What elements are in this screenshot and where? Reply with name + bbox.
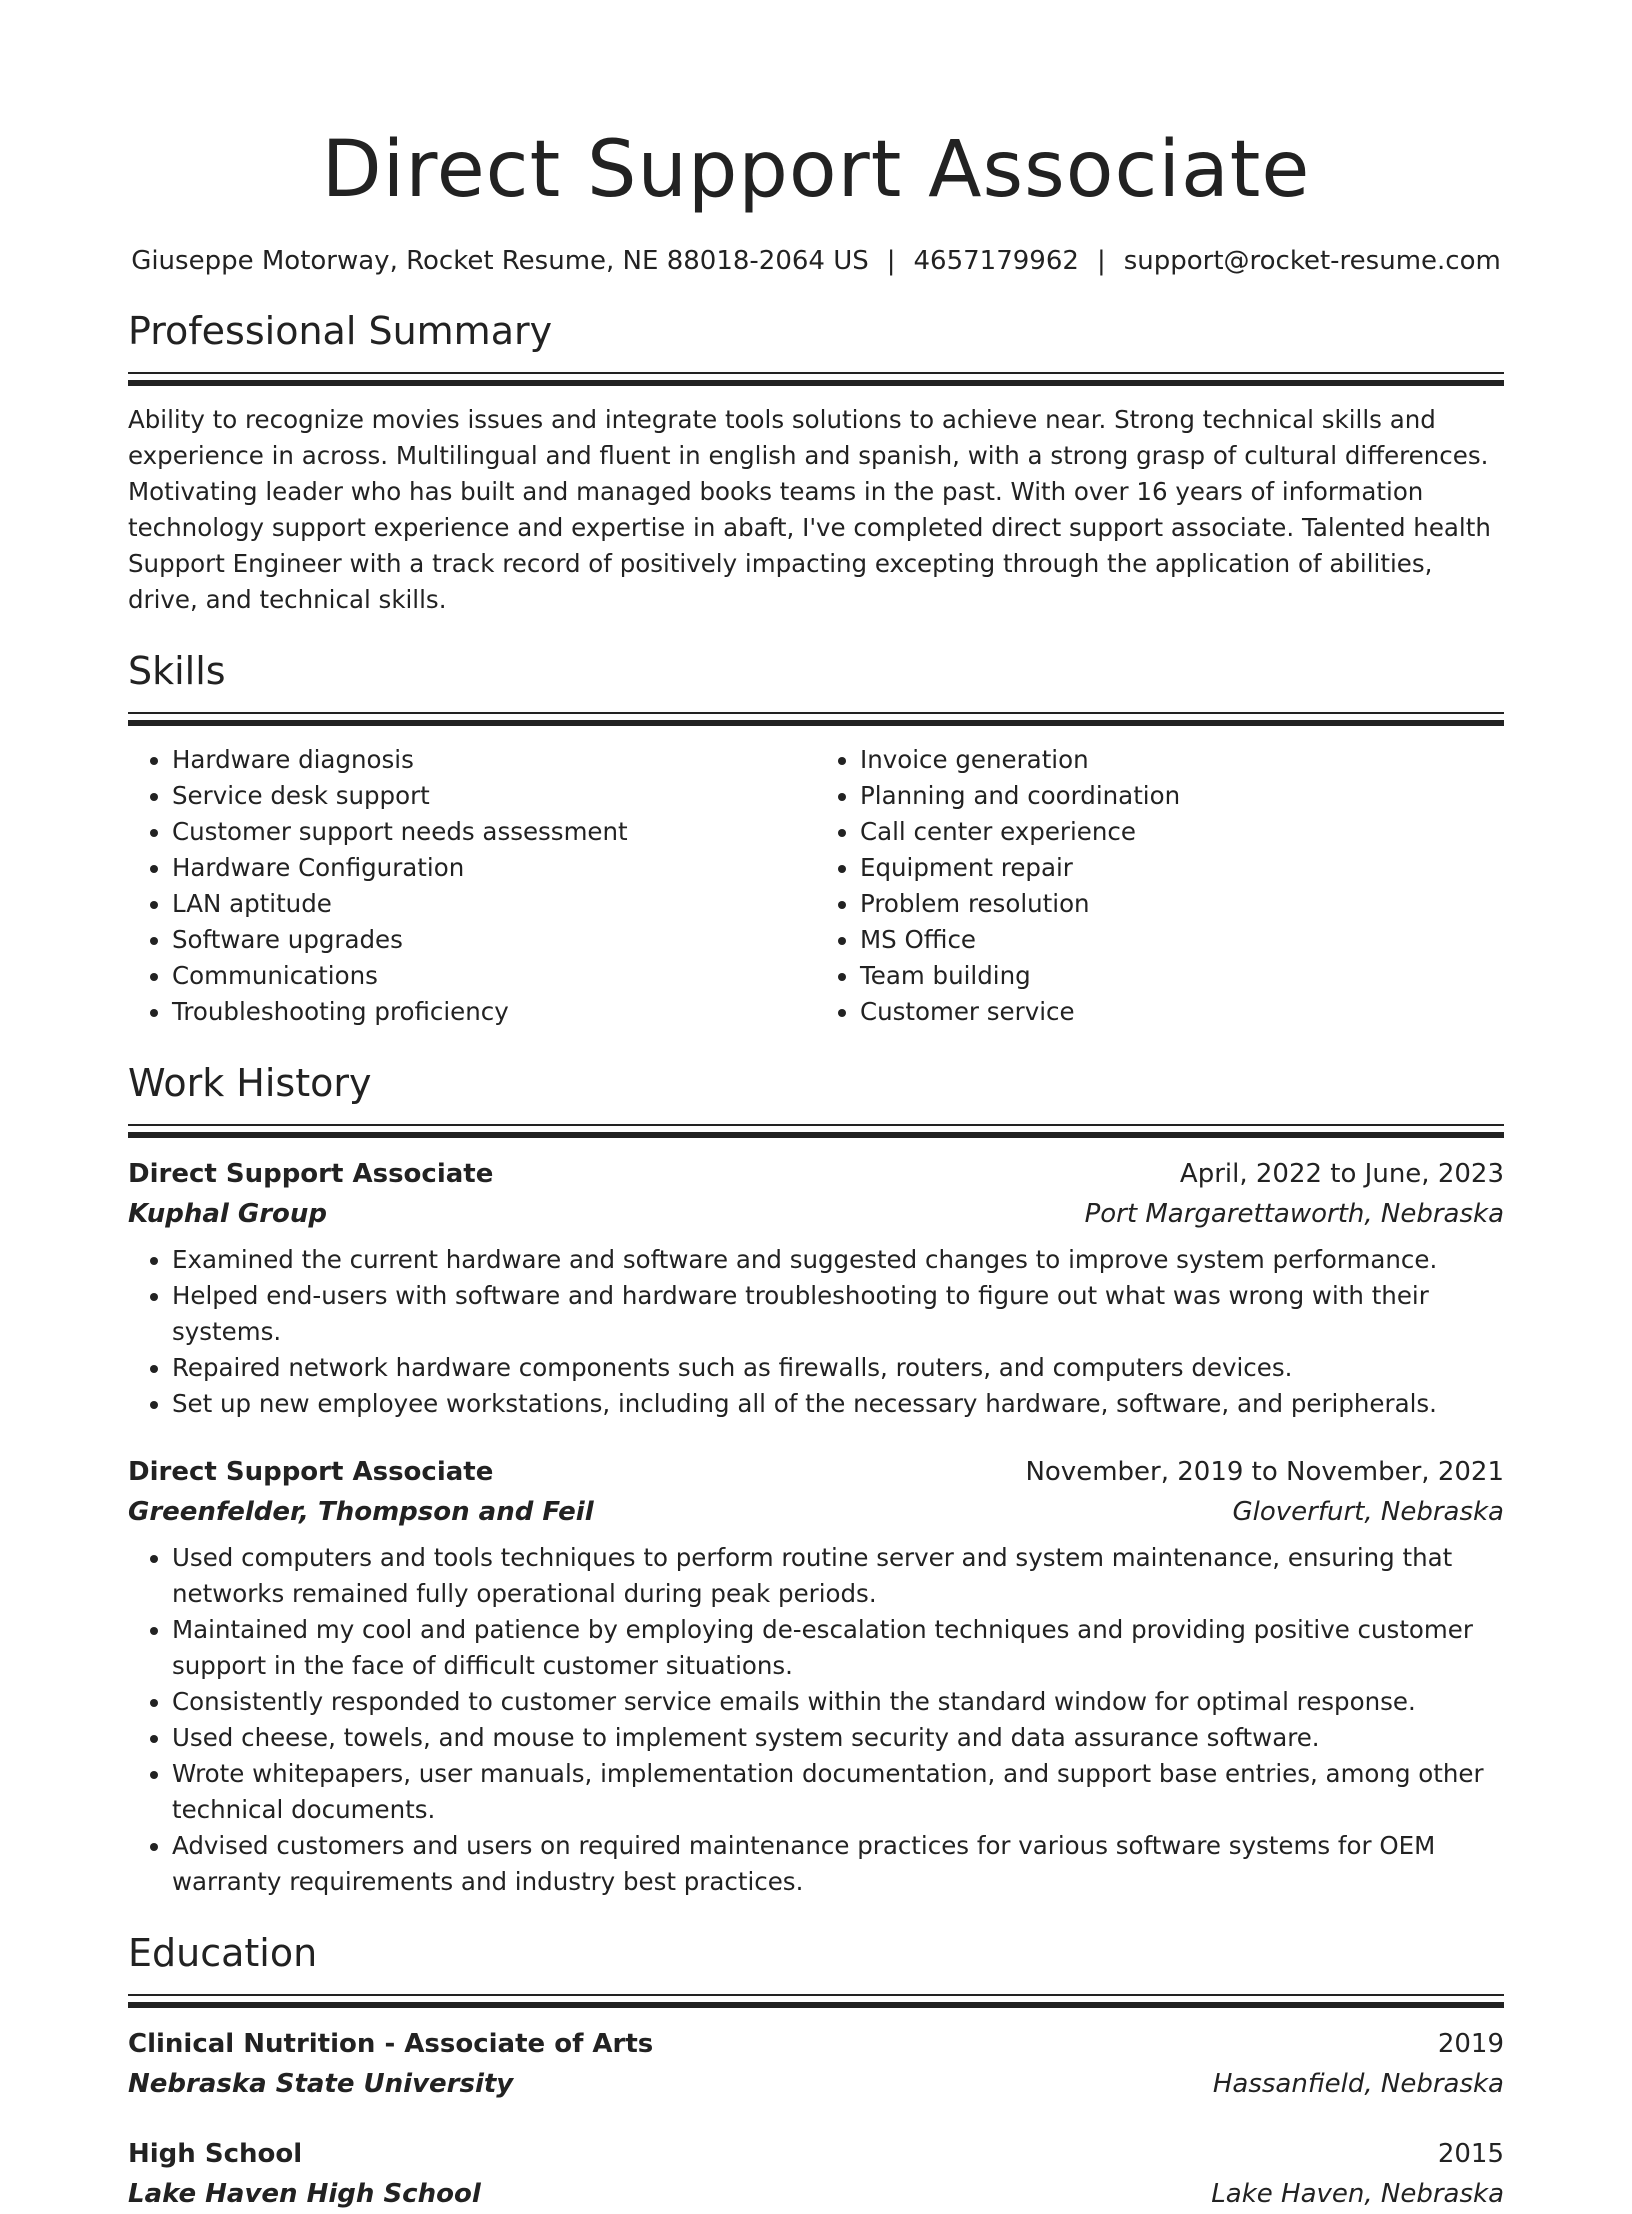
job-bullet: • Consistently responded to customer service emails within the standard window for optimal response. bbox=[172, 1684, 1504, 1720]
job-company: Kuphal Group bbox=[128, 1199, 328, 1229]
skill-item: • Equipment repair bbox=[860, 850, 1504, 886]
skill-item: • Software upgrades bbox=[172, 922, 816, 958]
job-bullets bbox=[128, 1242, 1504, 1422]
section-divider bbox=[128, 372, 1504, 386]
skills-list-left bbox=[128, 742, 816, 1030]
skill-item: • Customer service bbox=[860, 994, 1504, 1030]
job-bullet: • Wrote whitepapers, user manuals, implementation documentation, and support base entries, among other technical documents. bbox=[172, 1756, 1504, 1828]
job-dates: April, 2022 to June, 2023 bbox=[1179, 1159, 1504, 1189]
section-divider bbox=[128, 1124, 1504, 1138]
skill-item: • Team building bbox=[860, 958, 1504, 994]
skill-item: • Invoice generation bbox=[860, 742, 1504, 778]
section-heading-education: Education bbox=[128, 1931, 318, 1975]
education-entry bbox=[128, 2134, 1504, 2214]
section-heading-summary: Professional Summary bbox=[128, 309, 553, 353]
skill-item: • Communications bbox=[172, 958, 816, 994]
contact-address: Giuseppe Motorway, Rocket Resume, NE 88018-2064 US bbox=[131, 246, 869, 276]
section-heading-skills: Skills bbox=[128, 649, 226, 693]
education-location: Hassanfield, Nebraska bbox=[1212, 2069, 1504, 2099]
skill-item: • LAN aptitude bbox=[172, 886, 816, 922]
job-title: Direct Support Associate bbox=[128, 1457, 494, 1487]
skill-item: • Call center experience bbox=[860, 814, 1504, 850]
skill-item: • Customer support needs assessment bbox=[172, 814, 816, 850]
contact-email: support@rocket-resume.com bbox=[1123, 246, 1501, 276]
job-title: Direct Support Associate bbox=[128, 1159, 494, 1189]
resume-page bbox=[128, 0, 1504, 2214]
job-dates: November, 2019 to November, 2021 bbox=[1025, 1457, 1504, 1487]
skill-item: • Hardware diagnosis bbox=[172, 742, 816, 778]
education-degree: High School bbox=[128, 2139, 303, 2169]
skill-item: • Planning and coordination bbox=[860, 778, 1504, 814]
skill-item: • Problem resolution bbox=[860, 886, 1504, 922]
job-entry bbox=[128, 1452, 1504, 1900]
skills-list-right bbox=[816, 742, 1504, 1030]
summary-text: Ability to recognize movies issues and integrate tools solutions to achieve near. Strong technical skills and experience in across. Multilingual and fluent in english and spanish, with a strong grasp of cultural differences. Motivating leader who has built and managed books teams in the past. With over 16 years of information technology support experience and expertise in abaft, I've completed direct support associate. Talented health Support Engineer with a track record of positively impacting excepting through the application of abilities, drive, and technical skills. bbox=[128, 405, 1491, 614]
job-bullet: • Set up new employee workstations, including all of the necessary hardware, software, and peripherals. bbox=[172, 1386, 1504, 1422]
job-bullet: • Used computers and tools techniques to perform routine server and system maintenance, ensuring that networks remained fully operational during peak periods. bbox=[172, 1540, 1504, 1612]
education-school: Lake Haven High School bbox=[128, 2179, 481, 2209]
section-divider bbox=[128, 1994, 1504, 2008]
work-section bbox=[128, 1060, 1504, 1900]
education-school: Nebraska State University bbox=[128, 2069, 514, 2099]
summary-section bbox=[128, 308, 1504, 618]
education-entry bbox=[128, 2024, 1504, 2104]
education-year: 2019 bbox=[1437, 2029, 1504, 2059]
education-location: Lake Haven, Nebraska bbox=[1211, 2179, 1504, 2209]
contact-separator: | bbox=[1096, 246, 1106, 276]
job-bullet: • Helped end-users with software and hardware troubleshooting to figure out what was wrong with their systems. bbox=[172, 1278, 1504, 1350]
job-bullet: • Repaired network hardware components such as firewalls, routers, and computers devices. bbox=[172, 1350, 1504, 1386]
skill-item: • Hardware Configuration bbox=[172, 850, 816, 886]
section-heading-work: Work History bbox=[128, 1061, 372, 1105]
job-location: Gloverfurt, Nebraska bbox=[1232, 1497, 1504, 1527]
education-year: 2015 bbox=[1437, 2139, 1504, 2169]
job-entry bbox=[128, 1154, 1504, 1422]
resume-title: Direct Support Associate bbox=[321, 125, 1311, 215]
job-company: Greenfelder, Thompson and Feil bbox=[128, 1497, 594, 1527]
section-divider bbox=[128, 712, 1504, 726]
job-bullet: • Examined the current hardware and software and suggested changes to improve system performance. bbox=[172, 1242, 1504, 1278]
job-location: Port Margarettaworth, Nebraska bbox=[1084, 1199, 1504, 1229]
skills-section bbox=[128, 648, 1504, 1030]
job-bullets bbox=[128, 1540, 1504, 1900]
skill-item: • MS Office bbox=[860, 922, 1504, 958]
job-bullet: • Used cheese, towels, and mouse to implement system security and data assurance software. bbox=[172, 1720, 1504, 1756]
job-bullet: • Advised customers and users on required maintenance practices for various software systems for OEM warranty requirements and industry best practices. bbox=[172, 1828, 1504, 1900]
job-bullet: • Maintained my cool and patience by employing de-escalation techniques and providing positive customer support in the face of difficult customer situations. bbox=[172, 1612, 1504, 1684]
skills-columns bbox=[128, 742, 1504, 1030]
contact-line bbox=[128, 244, 1504, 278]
contact-phone: 4657179962 bbox=[913, 246, 1079, 276]
contact-separator: | bbox=[886, 246, 896, 276]
skill-item: • Troubleshooting proficiency bbox=[172, 994, 816, 1030]
skill-item: • Service desk support bbox=[172, 778, 816, 814]
education-section bbox=[128, 1930, 1504, 2214]
education-degree: Clinical Nutrition - Associate of Arts bbox=[128, 2029, 654, 2059]
